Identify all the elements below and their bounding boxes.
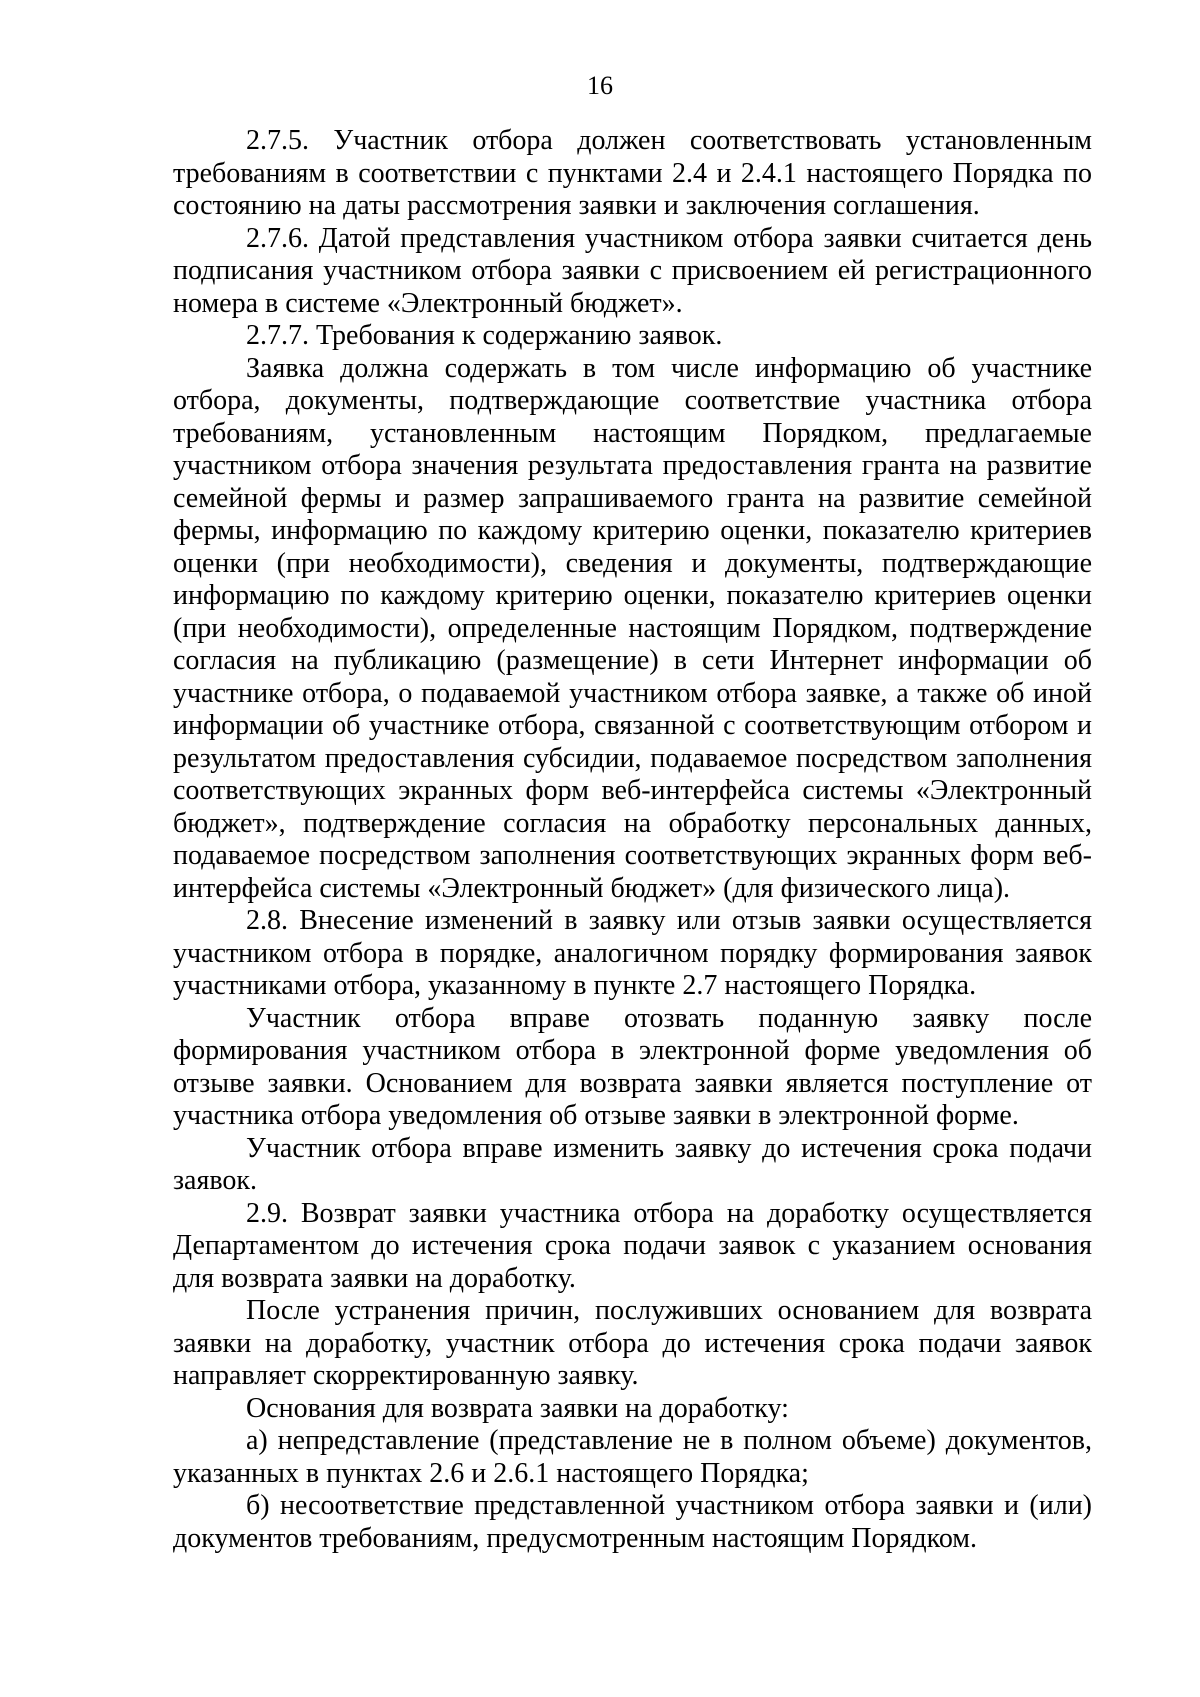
paragraph-change-application: Участник отбора вправе изменить заявку до истечения срока подачи заявок.	[173, 1132, 1092, 1196]
paragraph-after-correction: После устранения причин, послуживших основанием для возврата заявки на доработку, участник отбора до истечения срока подачи заявок направляет скорректированную заявку.	[173, 1295, 1092, 1391]
paragraph-item-a: а) непредставление (представление не в полном объеме) документов, указанных в пунктах 2.6 и 2.6.1 настоящего Порядка;	[173, 1425, 1092, 1489]
paragraph-2-7-5: 2.7.5. Участник отбора должен соответствовать установленным требованиям в соответствии с пунктами 2.4 и 2.4.1 настоящего Порядка по состоянию на даты рассмотрения заявки и заключения соглашения.	[173, 125, 1092, 221]
paragraph-return-grounds: Основания для возврата заявки на доработку:	[246, 1392, 789, 1424]
paragraph-application-content: Заявка должна содержать в том числе информацию об участнике отбора, документы, подтверждающие соответствие участника отбора требованиям, установленным настоящим Порядком, предлагаемые участником отбора значения результата предоставления гранта на развитие семейной фермы и размер запрашиваемого гранта на развитие семейной фермы, информацию по каждому критерию оценки, показателю критериев оценки (при необходимости), сведения и документы, подтверждающие информацию по каждому критерию оценки, показателю критериев оценки (при необходимости), определенные настоящим Порядком, подтверждение согласия на публикацию (размещение) в сети Интернет информации об участнике отбора, о подаваемой участником отбора заявке, а также об иной информации об участнике отбора, связанной с соответствующим отбором и результатом предоставления субсидии, подаваемое посредством заполнения соответствующих экранных форм веб-интерфейса системы «Электронный бюджет», подтверждение согласия на обработку персональных данных, подаваемое посредством заполнения соответствующих экранных форм веб-интерфейса системы «Электронный бюджет» (для физического лица).	[173, 352, 1092, 904]
page-number: 16	[587, 71, 613, 100]
paragraph-2-9: 2.9. Возврат заявки участника отбора на доработку осуществляется Департаментом до истечения срока подачи заявок с указанием основания для возврата заявки на доработку.	[173, 1197, 1092, 1294]
paragraph-2-8: 2.8. Внесение изменений в заявку или отзыв заявки осуществляется участником отбора в порядке, аналогичном порядку формирования заявок участниками отбора, указанному в пункте 2.7 настоящего Порядка.	[173, 905, 1092, 1001]
paragraph-withdrawal: Участник отбора вправе отозвать поданную заявку после формирования участником отбора в электронной форме уведомления об отзыве заявки. Основанием для возврата заявки является поступление от участника отбора уведомления об отзыве заявки в электронной форме.	[173, 1002, 1092, 1131]
paragraph-2-7-6: 2.7.6. Датой представления участником отбора заявки считается день подписания участником отбора заявки с присвоением ей регистрационного номера в системе «Электронный бюджет».	[173, 222, 1092, 319]
document-body	[173, 125, 1092, 1555]
paragraph-2-7-7: 2.7.7. Требования к содержанию заявок.	[246, 320, 723, 351]
paragraph-item-b: б) несоответствие представленной участником отбора заявки и (или) документов требованиям, предусмотренным настоящим Порядком.	[173, 1490, 1092, 1554]
